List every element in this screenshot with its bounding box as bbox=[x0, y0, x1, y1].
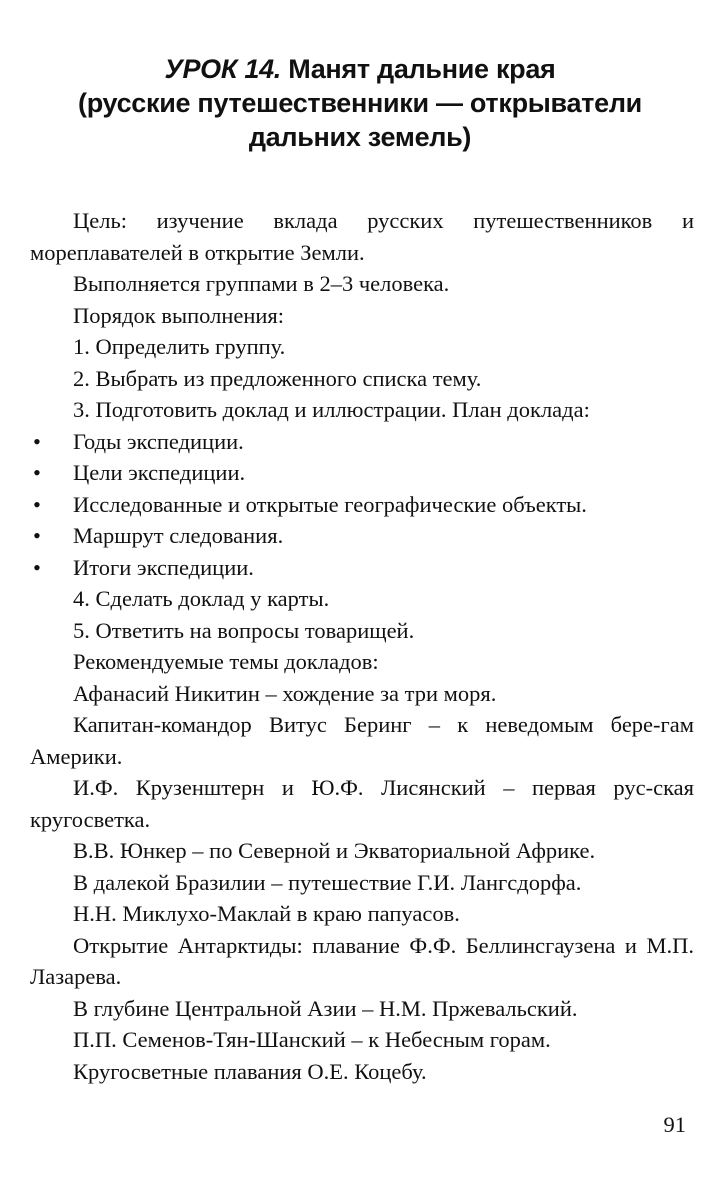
plan-item-text: Маршрут следования. bbox=[73, 523, 284, 548]
topic-item: В.В. Юнкер – по Северной и Экваториальной Африке. bbox=[73, 838, 596, 863]
bullet-icon: • bbox=[33, 554, 41, 580]
lesson-title bbox=[40, 52, 680, 154]
bullet-icon: • bbox=[33, 491, 41, 517]
page-number: 91 bbox=[663, 1112, 686, 1137]
goal-paragraph: Цель: изучение вклада русских путешественников и мореплавателей в открытие Земли. bbox=[30, 208, 694, 265]
topic-item: Афанасий Никитин – хождение за три моря. bbox=[73, 680, 497, 706]
plan-item-text: Цели экспедиции. bbox=[73, 460, 246, 485]
plan-item bbox=[30, 520, 694, 552]
topic-item: И.Ф. Крузенштерн и Ю.Ф. Лисянский – первая рус-ская кругосветка. bbox=[30, 775, 694, 832]
lesson-number: УРОК 14. bbox=[164, 54, 281, 84]
title-line-3: дальних земель) bbox=[248, 122, 472, 152]
step-3: 3. Подготовить доклад и иллюстрации. План доклада: bbox=[73, 397, 590, 422]
lesson-name: Манят дальние края bbox=[288, 54, 556, 84]
title-line-2: (русские путешественники — открыватели bbox=[78, 88, 642, 118]
bullet-icon: • bbox=[33, 428, 41, 454]
groups-paragraph: Выполняется группами в 2–3 человека. bbox=[73, 271, 450, 296]
topic-item: Кругосветные плавания О.Е. Коцебу. bbox=[73, 1058, 427, 1084]
topic-item: В далекой Бразилии – путешествие Г.И. Лангсдорфа. bbox=[73, 869, 582, 895]
step-5: 5. Ответить на вопросы товарищей. bbox=[73, 617, 415, 643]
plan-item bbox=[30, 489, 694, 521]
topic-item: П.П. Семенов-Тян-Шанский – к Небесным горам. bbox=[73, 1027, 551, 1052]
plan-item-text: Годы экспедиции. bbox=[73, 428, 244, 454]
plan-item bbox=[30, 552, 694, 584]
topic-item: Н.Н. Миклухо-Маклай в краю папуасов. bbox=[73, 901, 460, 926]
topics-heading: Рекомендуемые темы докладов: bbox=[73, 649, 379, 674]
title-line-1 bbox=[40, 52, 680, 86]
topic-item: В глубине Центральной Азии – Н.М. Пржевальский. bbox=[73, 995, 578, 1021]
lesson-body bbox=[30, 205, 694, 1087]
plan-item bbox=[30, 457, 694, 489]
step-2: 2. Выбрать из предложенного списка тему. bbox=[73, 365, 482, 391]
bullet-icon: • bbox=[33, 523, 41, 548]
bullet-icon: • bbox=[33, 460, 41, 485]
plan-item bbox=[30, 426, 694, 458]
order-heading: Порядок выполнения: bbox=[73, 302, 285, 328]
step-1: 1. Определить группу. bbox=[73, 334, 286, 359]
plan-item-text: Исследованные и открытые географические объекты. bbox=[73, 491, 587, 517]
step-4: 4. Сделать доклад у карты. bbox=[73, 586, 330, 611]
topic-item: Открытие Антарктиды: плавание Ф.Ф. Беллинсгаузена и М.П. Лазарева. bbox=[30, 932, 694, 989]
topic-item: Капитан-командор Витус Беринг – к неведомым бере-гам Америки. bbox=[30, 712, 694, 769]
plan-item-text: Итоги экспедиции. bbox=[73, 554, 254, 580]
